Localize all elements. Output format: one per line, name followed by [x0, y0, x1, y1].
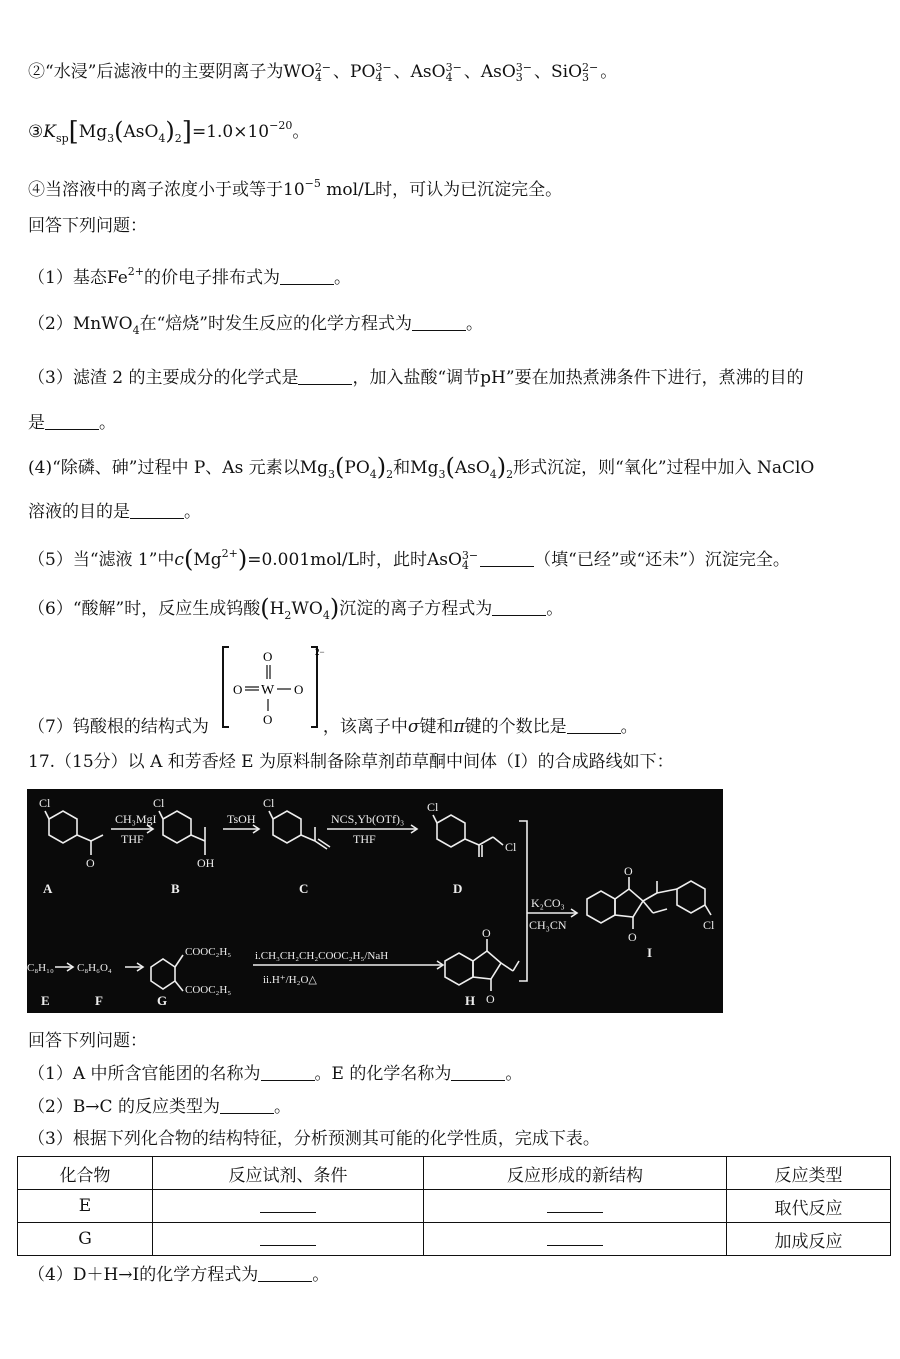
q16-2	[28, 312, 483, 343]
answer-blank[interactable]	[280, 268, 334, 285]
period: 。	[312, 1265, 330, 1285]
paren-open: (	[445, 453, 455, 481]
mg: Mg	[78, 122, 108, 142]
ion-wo4: WO	[283, 62, 315, 82]
scheme-cl-d: Cl	[427, 800, 439, 814]
reagent-1-bottom: THF	[121, 832, 144, 846]
ion-wo4-sub: 4	[314, 71, 322, 84]
ion-aso3: AsO	[480, 62, 516, 82]
scheme-oh-b: OH	[197, 856, 215, 870]
period: 。	[184, 502, 201, 522]
reagent-3-top: NCS,Yb(OTf)₃	[331, 812, 405, 826]
ksp-sub: sp	[55, 132, 69, 145]
answer-blank[interactable]	[260, 1196, 316, 1213]
note-4-exp: −5	[304, 177, 321, 190]
ion-wo4-charge: 2−	[314, 61, 332, 74]
sep: 、	[533, 62, 551, 82]
ion-aso4-sub: 4	[445, 71, 453, 84]
q-suffix: 在“焙烧”时发生反应的化学方程式为	[139, 314, 412, 334]
conc-value: =0.001mol/L	[247, 550, 359, 570]
po4-sub: 4	[369, 468, 377, 481]
outer-sub: 2	[174, 132, 182, 145]
q-text: 溶液的目的是	[28, 502, 130, 522]
ion-po4-script	[375, 63, 391, 83]
q17-header: 17.（15分）以 A 和芳香烃 E 为原料制备除草剂茚草酮中间体（Ⅰ）的合成路线如下：	[28, 752, 674, 772]
answer-blank[interactable]	[260, 1229, 316, 1246]
formula-f: C₈H₆O₄	[77, 962, 112, 974]
table-cell-type: 加成反应	[727, 1223, 891, 1256]
sep: 、	[463, 62, 481, 82]
paren-open: (	[183, 545, 194, 573]
sigma-symbol: σ	[407, 717, 420, 737]
ion-po4-sub: 4	[375, 71, 383, 84]
q16-3-line2	[28, 411, 116, 435]
aso4-sub: 4	[461, 559, 469, 572]
aso4-ion: AsO	[426, 550, 462, 570]
table-header: 反应形成的新结构	[424, 1157, 727, 1190]
q16-7	[28, 715, 638, 739]
q-text: (4)“除磷、砷”过程中 P、As 元素以	[28, 458, 300, 478]
reagent-4-top: K₂CO₃	[531, 896, 565, 910]
oxygen-left: O	[233, 682, 243, 697]
q-text: （填“已经”或“还未”）沉淀完全。	[534, 550, 790, 570]
ion-aso3-script	[516, 63, 532, 83]
aso4-sub: 4	[489, 468, 497, 481]
scheme-o-i-top: O	[624, 864, 633, 878]
label-e: E	[41, 993, 50, 1008]
q16-5	[28, 542, 790, 572]
q-text: 形式沉淀，则“氧化”过程中加入 NaClO	[513, 458, 815, 478]
period: 。	[292, 122, 310, 142]
ksp-value: =1.0×10	[191, 122, 270, 142]
answer-blank[interactable]	[451, 1064, 505, 1081]
scheme-cl-d-chain: Cl	[505, 840, 517, 854]
scheme-cl-i: Cl	[703, 918, 715, 932]
wo4-sub: 4	[322, 609, 330, 622]
reagent-5-bottom: ii.H⁺/H₂O△	[263, 974, 317, 986]
q-text: （4）	[28, 1265, 73, 1285]
scheme-o-h-top: O	[482, 926, 491, 940]
answer-blank[interactable]	[298, 368, 352, 385]
oxygen-top: O	[263, 649, 273, 664]
h-sub: 2	[284, 609, 292, 622]
period: 。	[273, 1097, 291, 1117]
reagent-1-top: CH₃MgI	[115, 812, 157, 826]
period: 。	[99, 413, 116, 433]
q-text: （5）当“滤液 1”中	[28, 550, 175, 570]
q16-3-line1	[28, 366, 804, 390]
q-text: 的化学方程式为	[139, 1265, 259, 1285]
table-cell-structure[interactable]	[424, 1190, 727, 1223]
q-text: 键和	[419, 717, 454, 737]
ion-aso4-charge: 3−	[445, 61, 462, 74]
scheme-cl-a: Cl	[39, 796, 51, 810]
q-text: 沉淀的离子方程式为	[339, 599, 493, 619]
q-text: （1）A 中所含官能团的名称为	[28, 1064, 261, 1084]
ion-wo4-script	[315, 63, 331, 83]
note-4-suffix: mol/L时，可认为已沉淀完全。	[320, 180, 563, 200]
pi-symbol: π	[453, 717, 465, 737]
q17-1	[28, 1062, 522, 1086]
answer-intro: 回答下列问题：	[28, 216, 147, 236]
mg: Mg	[410, 458, 439, 478]
ion-charge: 2−	[315, 647, 325, 657]
fe-charge: 2+	[127, 265, 144, 278]
q16-4-line2	[28, 500, 201, 524]
aso4-script	[462, 551, 478, 571]
synthesis-scheme-figure	[27, 789, 723, 1013]
ion-aso3-charge: 3−	[515, 61, 532, 74]
table-cell-reagent[interactable]	[153, 1223, 424, 1256]
ion-po4: PO	[350, 62, 376, 82]
aso4-charge: 3−	[461, 549, 479, 562]
ksp-exp: −20	[269, 119, 293, 132]
label-c: C	[299, 881, 309, 896]
outer-sub: 2	[386, 468, 394, 481]
q-text: 是	[28, 413, 45, 433]
sep: 、	[393, 62, 411, 82]
answer-blank[interactable]	[261, 1064, 315, 1081]
q16-4-line1	[28, 455, 814, 487]
table-cell-compound: E	[18, 1190, 153, 1223]
table-row	[18, 1190, 891, 1223]
q-text: ”要在加热煮沸条件下进行，煮沸的目的	[505, 368, 804, 388]
fe: Fe	[106, 268, 128, 288]
scheme-cl-c: Cl	[263, 796, 275, 810]
scheme-cl-b: Cl	[153, 796, 165, 810]
label-f: F	[95, 993, 103, 1008]
mg-sub: 3	[107, 132, 115, 145]
property-table	[17, 1156, 891, 1256]
q17-2	[28, 1095, 291, 1119]
reaction-equation: D＋H→I	[72, 1265, 140, 1285]
table-cell-type: 取代反应	[727, 1190, 891, 1223]
table-cell-structure[interactable]	[424, 1223, 727, 1256]
paren-close: )	[329, 594, 340, 622]
q-text: 键的个数比是	[464, 717, 567, 737]
q17-intro: 回答下列问题：	[28, 1031, 147, 1051]
q-text: （6）“酸解”时，反应生成钨酸	[28, 599, 261, 619]
note-2	[28, 60, 617, 84]
label-g: G	[157, 993, 168, 1008]
table-cell-reagent[interactable]	[153, 1190, 424, 1223]
bracket-open: [	[68, 117, 79, 147]
q-text: 时，此时	[358, 550, 427, 570]
q-text: ，该离子中	[322, 717, 408, 737]
g-ester-top: COOC₂H₅	[185, 946, 232, 958]
tungsten-center: W	[261, 683, 275, 698]
paren-open: (	[114, 117, 124, 145]
paren-open: (	[260, 594, 270, 622]
answer-blank[interactable]	[480, 550, 534, 567]
ion-sio3-sub: 3	[582, 71, 590, 84]
reagent-3-bottom: THF	[353, 832, 376, 846]
answer-blank[interactable]	[547, 1196, 603, 1213]
outer-sub: 2	[506, 468, 514, 481]
label-d: D	[453, 881, 463, 896]
q-text: （3）滤渣 2 的主要成分的化学式是	[28, 368, 299, 388]
q16-6	[28, 596, 563, 628]
mnwo4-sub: 4	[132, 324, 140, 337]
q-prefix: （1）基态	[28, 268, 107, 288]
q16-1	[28, 260, 351, 290]
period: 。	[465, 314, 483, 334]
answer-blank[interactable]	[567, 717, 621, 734]
aso: AsO	[123, 122, 159, 142]
synthesis-scheme-svg	[27, 789, 723, 1013]
period: 。	[546, 599, 564, 619]
table-cell-compound: G	[18, 1223, 153, 1256]
q-text: 。E 的化学名称为	[314, 1064, 452, 1084]
ion-po4-charge: 3−	[375, 61, 392, 74]
paren-close: )	[165, 117, 175, 145]
bracket-close: ]	[181, 117, 192, 147]
ion-aso4: AsO	[410, 62, 446, 82]
reagent-4-bottom: CH₃CN	[529, 918, 567, 932]
mg-sub: 3	[438, 468, 446, 481]
period: 。	[600, 62, 618, 82]
label-i: I	[647, 945, 653, 960]
q-suffix: 的价电子排布式为	[143, 268, 280, 288]
mg: Mg	[299, 458, 329, 478]
note-4	[28, 172, 562, 202]
table-header: 反应类型	[727, 1157, 891, 1190]
mnwo4: MnWO	[72, 314, 133, 334]
table-header: 化合物	[18, 1157, 153, 1190]
note-4-prefix: ④当溶液中的离子浓度小于或等于10	[28, 180, 305, 200]
mg-sub: 3	[328, 468, 336, 481]
oxygen-bottom: O	[263, 712, 273, 727]
po4: PO	[344, 458, 370, 478]
wo4: WO	[291, 599, 323, 619]
q-prefix: （2）	[28, 314, 73, 334]
g-ester-bottom: COOC₂H₅	[185, 984, 232, 996]
paren-close: )	[237, 545, 248, 573]
aso-sub: 4	[158, 132, 166, 145]
q-text: ，加入盐酸“调节	[352, 368, 481, 388]
ion-sio3: SiO	[550, 62, 583, 82]
label-h: H	[465, 993, 476, 1008]
note-2-prefix: ②“水浸”后滤液中的主要阴离子为	[28, 62, 284, 82]
sep: 、	[333, 62, 351, 82]
ion-aso3-sub: 3	[515, 71, 523, 84]
aso4: AsO	[454, 458, 490, 478]
ion-sio3-charge: 2−	[582, 61, 599, 74]
q17-4	[28, 1263, 329, 1287]
scheme-o-i-bottom: O	[628, 930, 637, 944]
note-3	[28, 114, 309, 151]
answer-blank[interactable]	[492, 599, 546, 616]
answer-blank[interactable]	[220, 1097, 274, 1114]
answer-blank[interactable]	[412, 314, 466, 331]
answer-blank[interactable]	[130, 502, 184, 519]
table-header-row	[18, 1157, 891, 1190]
period: 。	[333, 268, 351, 288]
oxygen-right: O	[294, 682, 304, 697]
mg-ion: Mg	[193, 550, 222, 570]
q17-3: （3）根据下列化合物的结构特征，分析预测其可能的化学性质，完成下表。	[28, 1129, 600, 1149]
answer-blank[interactable]	[547, 1229, 603, 1246]
note-3-prefix: ③	[28, 122, 44, 142]
reagent-5-top: i.CH₃CH₂CH₂COOC₂H₅/NaH	[255, 950, 389, 962]
formula-e: C₈H₁₀	[27, 962, 54, 974]
answer-blank[interactable]	[45, 413, 99, 430]
paren-close: )	[376, 453, 387, 481]
conc-symbol: c	[174, 550, 184, 570]
label-b: B	[171, 881, 180, 896]
q-text: （7）钨酸根的结构式为	[28, 717, 209, 737]
ion-aso4-script	[446, 63, 462, 83]
table-header: 反应试剂、条件	[153, 1157, 424, 1190]
table-row	[18, 1223, 891, 1256]
reagent-2-top: TsOH	[227, 812, 256, 826]
label-a: A	[43, 881, 53, 896]
paren-close: )	[496, 453, 507, 481]
ph: pH	[480, 368, 506, 388]
mg-charge: 2+	[221, 547, 238, 560]
paren-open: (	[335, 453, 345, 481]
scheme-o-a: O	[86, 856, 95, 870]
q-text: （2）B→C 的反应类型为	[28, 1097, 220, 1117]
ksp-symbol: K	[43, 122, 56, 142]
h: H	[269, 599, 285, 619]
q-text: 和	[393, 458, 411, 478]
scheme-o-h-bottom: O	[486, 992, 495, 1006]
ion-sio3-script	[582, 63, 598, 83]
period: 。	[620, 717, 638, 737]
answer-blank[interactable]	[258, 1265, 312, 1282]
period: 。	[505, 1064, 523, 1084]
